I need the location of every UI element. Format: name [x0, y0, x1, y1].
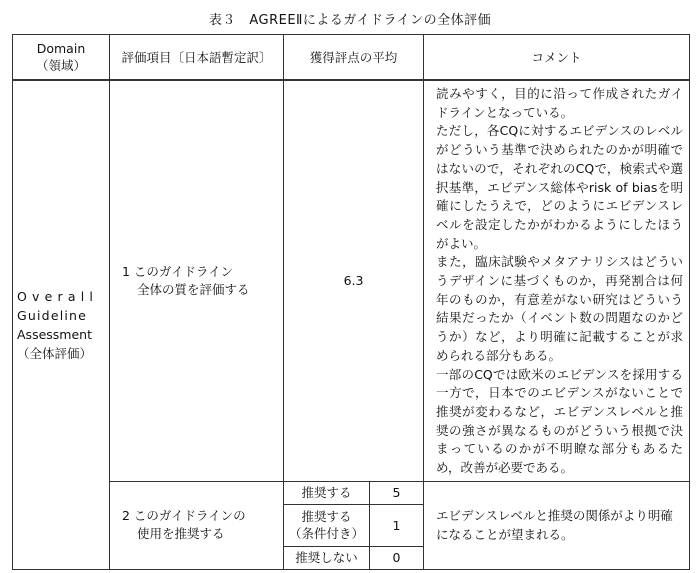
domain-cell — [13, 80, 110, 569]
vote-label: 推奨する — [284, 481, 370, 504]
vote-label-line2: （条件付き） — [288, 526, 364, 542]
header-domain-line1: Domain — [36, 41, 86, 56]
item-cell — [110, 481, 284, 569]
item-line2: 全体の質を評価する — [137, 281, 250, 297]
vote-label — [284, 504, 370, 546]
vote-label: 推奨しない — [284, 546, 370, 569]
header-score: 獲得評点の平均 — [284, 35, 424, 81]
comment-cell — [424, 481, 690, 569]
table-caption: 表３ AGREEⅡによるガイドラインの全体評価 — [208, 13, 492, 28]
agree-table — [12, 34, 690, 570]
table-row — [13, 80, 690, 481]
domain-line3: Assessment — [17, 326, 92, 342]
header-item: 評価項目〔日本語暫定訳〕 — [110, 35, 284, 81]
comment-text: エビデンスレベルと推奨の関係がより明確になることが望まれる。 — [436, 508, 673, 543]
header-row — [13, 35, 690, 81]
item-cell — [110, 80, 284, 481]
score-value: 6.3 — [284, 80, 424, 481]
vote-count: 0 — [370, 546, 424, 569]
comment-text: 読みやすく，目的に沿って作成されたガイドラインとなっている。 ただし，各CQに対するエビデンスのレベルがどういう基準で決められたのかが明確ではないので，それぞれのCQで，検索式や選択基準，エビデンス総体やrisk of biasを明確にしたうえで，どのようにエビデンスレベルを設定したかがわかるようにしたほうがよい。 また，臨床試験やメタアナリシスはどういうデザインに基づくものか，再発割合は何年のものか，有意差がない研究はどういう結果だったか（イベント数の問題なのかどうか）など，より明確に記載することが求められる部分もある。 一部のCQでは欧米のエビデンスを採用する一方で，日本でのエビデンスがないことで推奨が変わるなど，エビデンスレベルと推奨の強さが異なるものがどういう根拠で決まっているのかが不明瞭な部分もあるため，改善が必要である。 — [436, 86, 684, 476]
domain-line1: Overall — [17, 288, 99, 304]
domain-line2: Guideline — [17, 307, 88, 323]
comment-cell — [424, 80, 690, 481]
domain-line4: （全体評価） — [17, 345, 93, 361]
vote-count: 5 — [370, 481, 424, 504]
vote-count: 1 — [370, 504, 424, 546]
item-line2: 使用を推奨する — [137, 526, 225, 542]
item-line1: 1 このガイドライン — [122, 263, 234, 279]
header-domain — [13, 35, 110, 81]
item-line1: 2 このガイドラインの — [122, 508, 246, 524]
header-comment: コメント — [424, 35, 690, 81]
vote-label-line1: 推奨する — [301, 509, 352, 525]
table-row — [13, 481, 690, 504]
header-domain-line2: （領域） — [35, 58, 86, 73]
